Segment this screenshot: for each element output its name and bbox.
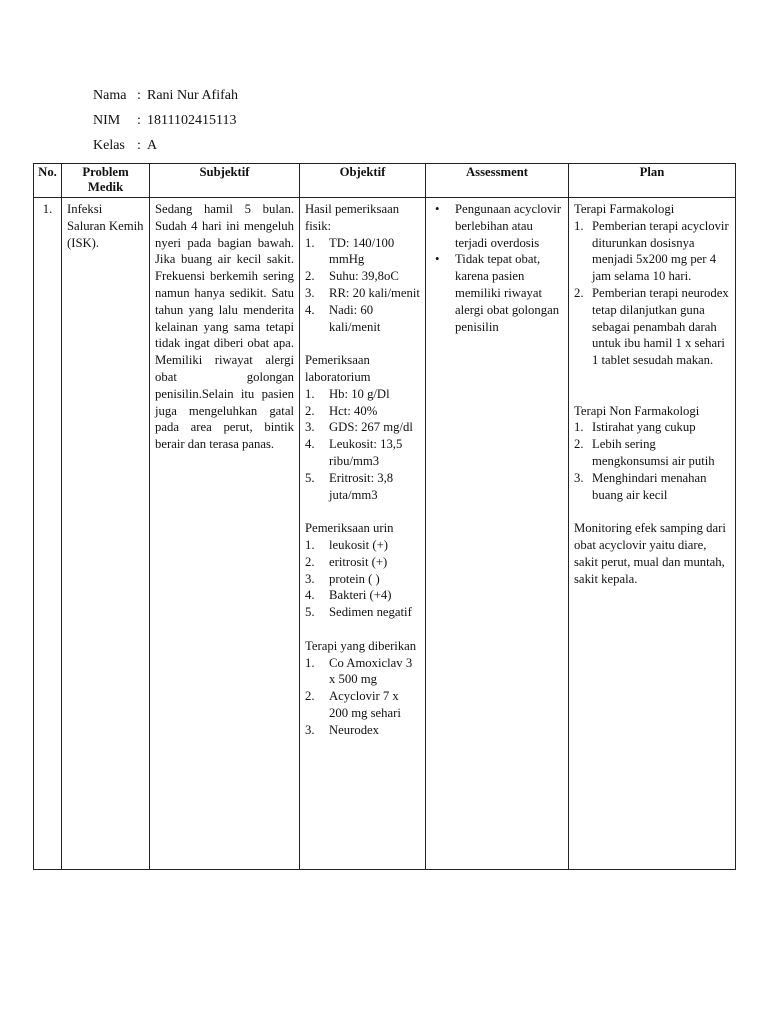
list-text: Sedimen negatif xyxy=(329,605,412,620)
list-item xyxy=(305,688,420,722)
header-subjektif: Subjektif xyxy=(150,164,300,198)
list-text: Pemberian terapi neurodex tetap dilanjutkan guna sebagai penambah darah untuk ibu hamil 1 x sehari 1 tablet sesudah makan. xyxy=(592,285,729,368)
list-text: Eritrosit: 3,8 juta/mm3 xyxy=(329,470,394,502)
kelas-value: A xyxy=(147,138,158,153)
list-text: leukosit (+) xyxy=(329,537,388,552)
lab-list xyxy=(305,386,420,504)
list-number: 1. xyxy=(305,537,315,552)
list-text: RR: 20 kali/menit xyxy=(329,285,420,300)
list-text: protein ( ) xyxy=(329,571,380,586)
list-number: 2. xyxy=(305,554,315,569)
list-number: 2. xyxy=(574,437,584,452)
non-farmakologi-title: Terapi Non Farmakologi xyxy=(574,403,700,418)
list-item xyxy=(305,386,420,403)
list-text: Istirahat yang cukup xyxy=(592,420,696,435)
header-problem: Problem Medik xyxy=(62,164,150,198)
fisik-list xyxy=(305,235,420,336)
header-no: No. xyxy=(34,164,62,198)
header-plan: Plan xyxy=(569,164,736,198)
list-item: • Pengunaan acyclovir berlebihan atau terjadi overdosis xyxy=(431,201,563,251)
list-number: 4. xyxy=(305,588,315,603)
list-number: 5. xyxy=(305,605,315,620)
list-text: Co Amoxiclav 3 x 500 mg xyxy=(329,655,413,687)
list-text: Hb: 10 g/Dl xyxy=(329,386,390,401)
list-number: 4. xyxy=(305,437,315,452)
list-item xyxy=(574,470,730,504)
list-number: 3. xyxy=(305,420,315,435)
list-text: Pemberian terapi acyclovir diturunkan dosisnya menjadi 5x200 mg per 4 jam selama 10 hari. xyxy=(592,218,729,284)
list-item xyxy=(305,722,420,739)
list-number: 2. xyxy=(305,403,315,418)
header-assessment: Assessment xyxy=(426,164,569,198)
list-number: 3. xyxy=(305,571,315,586)
nama-row xyxy=(93,87,238,112)
list-text: Suhu: 39,8oC xyxy=(329,269,399,284)
urin-title: Pemeriksaan urin xyxy=(305,521,394,536)
terapi-title: Terapi yang diberikan xyxy=(305,638,417,653)
nim-separator: : xyxy=(137,113,141,128)
list-item xyxy=(305,302,420,336)
list-item: • Tidak tepat obat, karena pasien memiliki riwayat alergi obat golongan penisilin xyxy=(431,251,563,335)
list-text: Acyclovir 7 x 200 mg sehari xyxy=(329,689,401,720)
list-item xyxy=(305,554,420,571)
list-number: 1. xyxy=(305,386,315,401)
nama-separator: : xyxy=(137,88,141,103)
list-item xyxy=(305,268,420,285)
list-number: 3. xyxy=(305,722,315,737)
cell-no: 1. xyxy=(34,198,62,870)
list-number: 1. xyxy=(305,235,315,250)
list-number: 3. xyxy=(305,285,315,300)
list-item xyxy=(305,587,420,604)
farmakologi-list xyxy=(574,218,730,369)
list-number: 4. xyxy=(305,302,315,317)
list-number: 2. xyxy=(305,269,315,284)
list-number: 1. xyxy=(574,420,584,435)
cell-objektif xyxy=(300,198,426,870)
student-header xyxy=(93,87,238,162)
list-item xyxy=(305,470,420,504)
list-text: TD: 140/100 mmHg xyxy=(329,235,395,267)
list-item xyxy=(574,436,730,470)
list-item xyxy=(305,604,420,621)
list-number: 2. xyxy=(305,689,315,704)
list-number: 5. xyxy=(305,470,315,485)
table-row xyxy=(34,198,736,870)
kelas-label: Kelas xyxy=(93,138,125,153)
kelas-separator: : xyxy=(137,138,141,153)
non-farmakologi-list xyxy=(574,419,730,503)
list-item xyxy=(305,571,420,588)
list-item xyxy=(574,218,730,285)
list-item xyxy=(574,419,730,436)
list-item xyxy=(305,285,420,302)
header-objektif: Objektif xyxy=(300,164,426,198)
list-text: GDS: 267 mg/dl xyxy=(329,420,413,435)
nim-row xyxy=(93,112,238,137)
list-item xyxy=(305,235,420,269)
cell-problem: Infeksi Saluran Kemih (ISK). xyxy=(62,198,150,870)
list-text: Menghindari menahan buang air kecil xyxy=(592,470,707,502)
assessment-list xyxy=(431,201,563,335)
nim-value: 1811102415113 xyxy=(147,113,237,128)
list-text: Neurodex xyxy=(329,722,380,737)
list-item xyxy=(305,419,420,436)
cell-subjektif: Sedang hamil 5 bulan. Sudah 4 hari ini mengeluh nyeri pada bagian bawah. Jika buang air kecil sakit. Frekuensi berkemih sering namun hanya sedikit. Satu tahun yang lalu menderita kelainan yang sama tetapi tidak ingat diberi obat apa. Memiliki riwayat alergi obat golongan penisilin.Selain itu pasien juga mengeluhkan gatal pada area perut, bintik berair dan terasa panas. xyxy=(150,198,300,870)
monitoring-text: Monitoring efek samping dari obat acyclovir yaitu diare, sakit perut, mual dan muntah, sakit kepala. xyxy=(574,521,726,586)
list-item xyxy=(574,285,730,369)
list-text: Bakteri (+4) xyxy=(329,588,392,603)
list-text: Nadi: 60 kali/menit xyxy=(329,302,381,334)
list-number: 3. xyxy=(574,470,584,485)
terapi-list xyxy=(305,655,420,739)
list-item xyxy=(305,436,420,470)
lab-title: Pemeriksaan laboratorium xyxy=(305,353,371,384)
table-header-row xyxy=(34,164,736,198)
cell-assessment xyxy=(426,198,569,870)
list-text: Leukosit: 13,5 ribu/mm3 xyxy=(329,437,403,468)
list-number: 1. xyxy=(574,218,584,233)
cell-plan xyxy=(569,198,736,870)
soap-table xyxy=(33,163,736,870)
list-item xyxy=(305,403,420,420)
list-number: 1. xyxy=(305,655,315,670)
farmakologi-title: Terapi Farmakologi xyxy=(574,202,675,216)
list-text: eritrosit (+) xyxy=(329,554,388,569)
urin-list xyxy=(305,537,420,621)
nama-label: Nama xyxy=(93,88,127,103)
fisik-title: Hasil pemeriksaan fisik: xyxy=(305,202,400,233)
list-item xyxy=(305,537,420,554)
list-number: 2. xyxy=(574,285,584,300)
list-text: Lebih sering mengkonsumsi air putih xyxy=(592,437,715,468)
list-item xyxy=(305,655,420,689)
list-text: Hct: 40% xyxy=(329,403,378,418)
nim-label: NIM xyxy=(93,113,121,128)
nama-value: Rani Nur Afifah xyxy=(147,88,238,103)
kelas-row xyxy=(93,137,238,162)
